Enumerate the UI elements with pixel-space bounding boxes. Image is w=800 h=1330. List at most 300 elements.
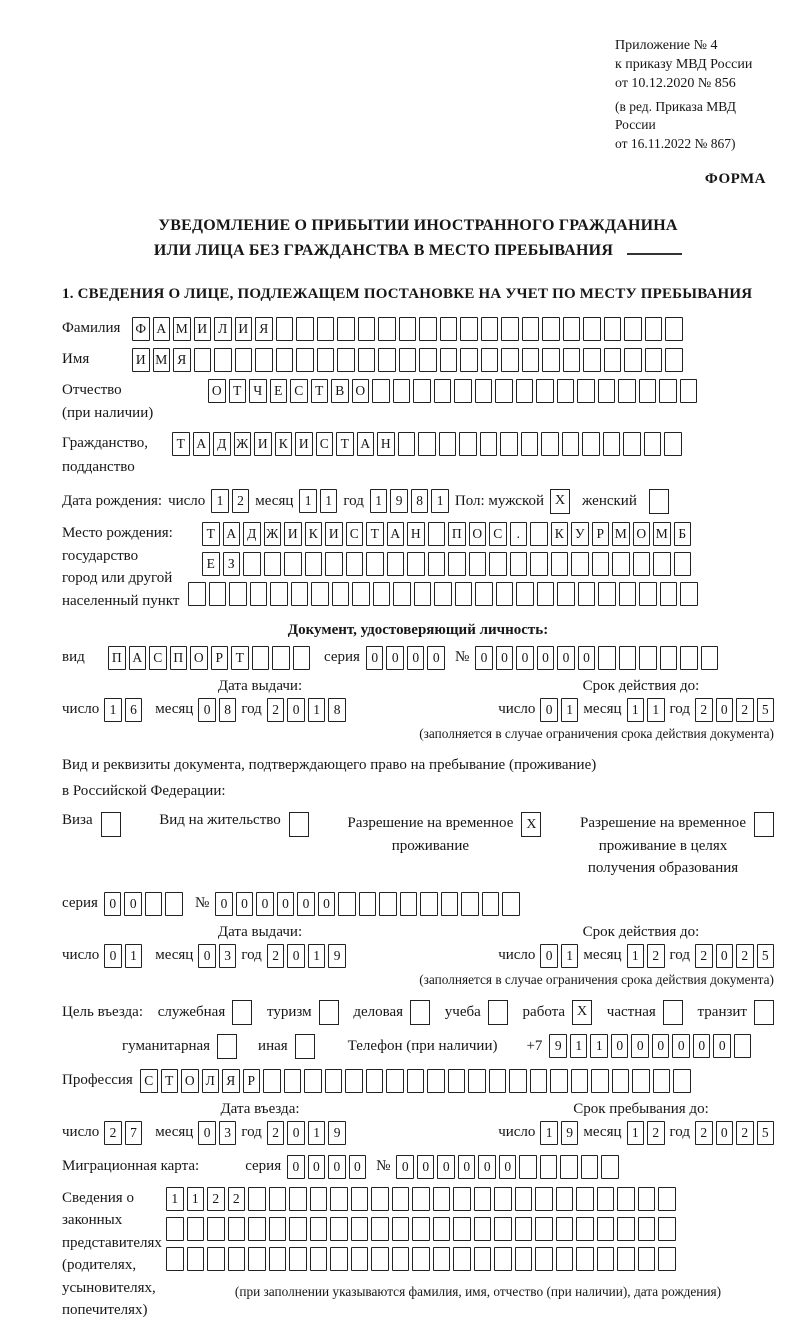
char-cell[interactable] bbox=[576, 1247, 594, 1271]
char-cell[interactable] bbox=[366, 552, 384, 576]
char-cell[interactable]: 7 bbox=[125, 1121, 143, 1145]
char-cell[interactable] bbox=[557, 379, 575, 403]
char-cell[interactable] bbox=[393, 379, 411, 403]
char-cell[interactable] bbox=[399, 317, 417, 341]
char-cell[interactable] bbox=[433, 1247, 451, 1271]
char-cell[interactable] bbox=[414, 582, 432, 606]
char-cell[interactable]: 0 bbox=[631, 1034, 649, 1058]
checkbox-female[interactable] bbox=[649, 489, 669, 514]
char-cell[interactable] bbox=[623, 432, 641, 456]
char-cell[interactable] bbox=[293, 646, 311, 670]
char-cell[interactable]: К bbox=[275, 432, 293, 456]
char-cell[interactable]: 0 bbox=[386, 646, 404, 670]
char-cell[interactable]: С bbox=[140, 1069, 158, 1093]
checkbox-male[interactable]: X bbox=[550, 489, 570, 514]
char-cell[interactable] bbox=[269, 1217, 287, 1241]
char-cell[interactable]: Я bbox=[255, 317, 273, 341]
char-cell[interactable] bbox=[351, 1187, 369, 1211]
char-cell[interactable]: 1 bbox=[308, 944, 326, 968]
char-cell[interactable] bbox=[373, 582, 391, 606]
char-cell[interactable] bbox=[482, 892, 500, 916]
char-cell[interactable]: 6 bbox=[125, 698, 143, 722]
checkbox-study[interactable] bbox=[488, 1000, 508, 1025]
char-cell[interactable] bbox=[495, 379, 513, 403]
char-cell[interactable] bbox=[701, 646, 719, 670]
char-cell[interactable]: 0 bbox=[124, 892, 142, 916]
char-cell[interactable] bbox=[474, 1247, 492, 1271]
char-cell[interactable] bbox=[659, 379, 677, 403]
char-cell[interactable]: И bbox=[325, 522, 343, 546]
char-cell[interactable]: 0 bbox=[672, 1034, 690, 1058]
char-cell[interactable] bbox=[263, 1069, 281, 1093]
char-cell[interactable] bbox=[469, 552, 487, 576]
char-cell[interactable] bbox=[557, 582, 575, 606]
char-cell[interactable] bbox=[296, 317, 314, 341]
char-cell[interactable]: 0 bbox=[407, 646, 425, 670]
char-cell[interactable] bbox=[480, 432, 498, 456]
char-cell[interactable] bbox=[638, 1247, 656, 1271]
char-cell[interactable]: 1 bbox=[540, 1121, 558, 1145]
char-cell[interactable] bbox=[501, 348, 519, 372]
char-cell[interactable] bbox=[229, 582, 247, 606]
char-cell[interactable] bbox=[433, 1217, 451, 1241]
checkbox-transit[interactable] bbox=[754, 1000, 774, 1025]
char-cell[interactable]: 0 bbox=[236, 892, 254, 916]
char-cell[interactable]: 1 bbox=[125, 944, 143, 968]
char-cell[interactable] bbox=[346, 552, 364, 576]
char-cell[interactable]: 0 bbox=[198, 698, 216, 722]
char-cell[interactable]: 0 bbox=[716, 1121, 734, 1145]
char-cell[interactable] bbox=[660, 646, 678, 670]
char-cell[interactable]: Т bbox=[229, 379, 247, 403]
char-cell[interactable] bbox=[468, 1069, 486, 1093]
char-cell[interactable] bbox=[598, 646, 616, 670]
char-cell[interactable] bbox=[371, 1247, 389, 1271]
char-cell[interactable]: Е bbox=[270, 379, 288, 403]
char-cell[interactable]: 2 bbox=[647, 944, 665, 968]
char-cell[interactable] bbox=[337, 317, 355, 341]
char-cell[interactable]: 0 bbox=[198, 1121, 216, 1145]
char-cell[interactable]: У bbox=[571, 522, 589, 546]
char-cell[interactable]: Л bbox=[202, 1069, 220, 1093]
char-cell[interactable] bbox=[289, 1187, 307, 1211]
char-cell[interactable]: 2 bbox=[695, 944, 713, 968]
checkbox-work[interactable]: X bbox=[572, 1000, 592, 1025]
char-cell[interactable]: 3 bbox=[219, 1121, 237, 1145]
char-cell[interactable]: 0 bbox=[427, 646, 445, 670]
char-cell[interactable] bbox=[522, 317, 540, 341]
char-cell[interactable] bbox=[510, 552, 528, 576]
char-cell[interactable] bbox=[310, 1187, 328, 1211]
char-cell[interactable] bbox=[612, 552, 630, 576]
char-cell[interactable]: 5 bbox=[757, 944, 775, 968]
char-cell[interactable]: 1 bbox=[561, 944, 579, 968]
char-cell[interactable] bbox=[235, 348, 253, 372]
char-cell[interactable] bbox=[502, 892, 520, 916]
char-cell[interactable] bbox=[624, 348, 642, 372]
char-cell[interactable] bbox=[400, 892, 418, 916]
char-cell[interactable] bbox=[371, 1187, 389, 1211]
char-cell[interactable] bbox=[311, 582, 329, 606]
char-cell[interactable]: Т bbox=[336, 432, 354, 456]
char-cell[interactable] bbox=[165, 892, 183, 916]
char-cell[interactable] bbox=[289, 1217, 307, 1241]
char-cell[interactable] bbox=[530, 1069, 548, 1093]
char-cell[interactable]: А bbox=[153, 317, 171, 341]
char-cell[interactable] bbox=[509, 1069, 527, 1093]
char-cell[interactable] bbox=[386, 1069, 404, 1093]
char-cell[interactable]: 0 bbox=[693, 1034, 711, 1058]
char-cell[interactable] bbox=[581, 1155, 599, 1179]
char-cell[interactable] bbox=[562, 432, 580, 456]
char-cell[interactable] bbox=[639, 582, 657, 606]
char-cell[interactable] bbox=[378, 348, 396, 372]
char-cell[interactable]: С bbox=[346, 522, 364, 546]
char-cell[interactable]: С bbox=[290, 379, 308, 403]
char-cell[interactable]: 0 bbox=[611, 1034, 629, 1058]
char-cell[interactable] bbox=[535, 1187, 553, 1211]
char-cell[interactable]: 0 bbox=[652, 1034, 670, 1058]
char-cell[interactable] bbox=[530, 522, 548, 546]
char-cell[interactable]: Т bbox=[366, 522, 384, 546]
char-cell[interactable]: 0 bbox=[478, 1155, 496, 1179]
char-cell[interactable]: 0 bbox=[496, 646, 514, 670]
char-cell[interactable] bbox=[305, 552, 323, 576]
char-cell[interactable] bbox=[734, 1034, 752, 1058]
char-cell[interactable]: О bbox=[469, 522, 487, 546]
char-cell[interactable] bbox=[475, 379, 493, 403]
char-cell[interactable] bbox=[378, 317, 396, 341]
char-cell[interactable]: 0 bbox=[366, 646, 384, 670]
char-cell[interactable]: 2 bbox=[736, 1121, 754, 1145]
char-cell[interactable]: А bbox=[129, 646, 147, 670]
char-cell[interactable] bbox=[515, 1217, 533, 1241]
char-cell[interactable]: 0 bbox=[537, 646, 555, 670]
char-cell[interactable] bbox=[166, 1217, 184, 1241]
char-cell[interactable]: 0 bbox=[499, 1155, 517, 1179]
char-cell[interactable] bbox=[556, 1247, 574, 1271]
char-cell[interactable] bbox=[521, 432, 539, 456]
char-cell[interactable]: М bbox=[653, 522, 671, 546]
char-cell[interactable] bbox=[399, 348, 417, 372]
char-cell[interactable] bbox=[345, 1069, 363, 1093]
char-cell[interactable]: А bbox=[223, 522, 241, 546]
char-cell[interactable] bbox=[428, 552, 446, 576]
char-cell[interactable]: 2 bbox=[695, 698, 713, 722]
char-cell[interactable]: Я bbox=[222, 1069, 240, 1093]
char-cell[interactable]: Ж bbox=[234, 432, 252, 456]
char-cell[interactable]: 5 bbox=[757, 1121, 775, 1145]
char-cell[interactable] bbox=[166, 1247, 184, 1271]
char-cell[interactable] bbox=[583, 317, 601, 341]
char-cell[interactable] bbox=[474, 1187, 492, 1211]
char-cell[interactable] bbox=[638, 1217, 656, 1241]
char-cell[interactable]: 0 bbox=[349, 1155, 367, 1179]
char-cell[interactable]: Я bbox=[173, 348, 191, 372]
char-cell[interactable]: 0 bbox=[716, 698, 734, 722]
char-cell[interactable]: 0 bbox=[396, 1155, 414, 1179]
char-cell[interactable] bbox=[455, 582, 473, 606]
char-cell[interactable] bbox=[358, 348, 376, 372]
char-cell[interactable]: 2 bbox=[736, 944, 754, 968]
char-cell[interactable] bbox=[330, 1247, 348, 1271]
char-cell[interactable] bbox=[489, 1069, 507, 1093]
char-cell[interactable] bbox=[639, 379, 657, 403]
char-cell[interactable] bbox=[209, 582, 227, 606]
char-cell[interactable]: И bbox=[284, 522, 302, 546]
char-cell[interactable] bbox=[489, 552, 507, 576]
char-cell[interactable]: А bbox=[193, 432, 211, 456]
char-cell[interactable]: 0 bbox=[104, 944, 122, 968]
char-cell[interactable] bbox=[598, 379, 616, 403]
char-cell[interactable] bbox=[519, 1155, 537, 1179]
char-cell[interactable] bbox=[516, 582, 534, 606]
char-cell[interactable] bbox=[434, 379, 452, 403]
char-cell[interactable]: 2 bbox=[695, 1121, 713, 1145]
char-cell[interactable] bbox=[496, 582, 514, 606]
char-cell[interactable] bbox=[542, 348, 560, 372]
char-cell[interactable] bbox=[576, 1217, 594, 1241]
char-cell[interactable] bbox=[338, 892, 356, 916]
checkbox-business[interactable] bbox=[410, 1000, 430, 1025]
char-cell[interactable] bbox=[413, 379, 431, 403]
char-cell[interactable] bbox=[645, 348, 663, 372]
char-cell[interactable] bbox=[398, 432, 416, 456]
char-cell[interactable]: 2 bbox=[267, 698, 285, 722]
char-cell[interactable]: М bbox=[173, 317, 191, 341]
char-cell[interactable]: С bbox=[316, 432, 334, 456]
char-cell[interactable] bbox=[494, 1247, 512, 1271]
char-cell[interactable] bbox=[387, 552, 405, 576]
char-cell[interactable]: 9 bbox=[328, 1121, 346, 1145]
char-cell[interactable]: 1 bbox=[308, 1121, 326, 1145]
char-cell[interactable]: 9 bbox=[390, 489, 408, 513]
char-cell[interactable] bbox=[228, 1247, 246, 1271]
char-cell[interactable] bbox=[330, 1217, 348, 1241]
char-cell[interactable] bbox=[530, 552, 548, 576]
char-cell[interactable]: 1 bbox=[627, 1121, 645, 1145]
char-cell[interactable] bbox=[214, 348, 232, 372]
char-cell[interactable] bbox=[551, 552, 569, 576]
char-cell[interactable]: 1 bbox=[627, 698, 645, 722]
char-cell[interactable] bbox=[563, 348, 581, 372]
checkbox-other[interactable] bbox=[295, 1034, 315, 1059]
char-cell[interactable] bbox=[252, 646, 270, 670]
char-cell[interactable] bbox=[145, 892, 163, 916]
char-cell[interactable] bbox=[665, 348, 683, 372]
char-cell[interactable]: О bbox=[190, 646, 208, 670]
char-cell[interactable] bbox=[434, 582, 452, 606]
checkbox-official[interactable] bbox=[232, 1000, 252, 1025]
char-cell[interactable]: М bbox=[153, 348, 171, 372]
char-cell[interactable] bbox=[243, 552, 261, 576]
char-cell[interactable] bbox=[248, 1217, 266, 1241]
char-cell[interactable] bbox=[428, 522, 446, 546]
char-cell[interactable] bbox=[372, 379, 390, 403]
char-cell[interactable] bbox=[632, 1069, 650, 1093]
char-cell[interactable]: 0 bbox=[540, 944, 558, 968]
char-cell[interactable]: 0 bbox=[475, 646, 493, 670]
char-cell[interactable]: 3 bbox=[219, 944, 237, 968]
char-cell[interactable]: 0 bbox=[318, 892, 336, 916]
char-cell[interactable] bbox=[603, 432, 621, 456]
char-cell[interactable] bbox=[591, 1069, 609, 1093]
char-cell[interactable] bbox=[269, 1187, 287, 1211]
char-cell[interactable] bbox=[269, 1247, 287, 1271]
char-cell[interactable] bbox=[358, 317, 376, 341]
char-cell[interactable] bbox=[310, 1217, 328, 1241]
char-cell[interactable] bbox=[194, 348, 212, 372]
char-cell[interactable] bbox=[658, 1217, 676, 1241]
char-cell[interactable] bbox=[393, 582, 411, 606]
char-cell[interactable] bbox=[542, 317, 560, 341]
char-cell[interactable]: Ч bbox=[249, 379, 267, 403]
char-cell[interactable]: 0 bbox=[287, 698, 305, 722]
char-cell[interactable] bbox=[459, 432, 477, 456]
char-cell[interactable] bbox=[617, 1247, 635, 1271]
char-cell[interactable] bbox=[187, 1217, 205, 1241]
char-cell[interactable]: Т bbox=[202, 522, 220, 546]
char-cell[interactable]: 0 bbox=[104, 892, 122, 916]
char-cell[interactable] bbox=[665, 317, 683, 341]
char-cell[interactable] bbox=[407, 552, 425, 576]
char-cell[interactable]: 8 bbox=[219, 698, 237, 722]
char-cell[interactable]: 0 bbox=[458, 1155, 476, 1179]
char-cell[interactable] bbox=[392, 1247, 410, 1271]
char-cell[interactable]: 9 bbox=[328, 944, 346, 968]
char-cell[interactable] bbox=[433, 1187, 451, 1211]
char-cell[interactable] bbox=[680, 646, 698, 670]
char-cell[interactable]: 1 bbox=[370, 489, 388, 513]
char-cell[interactable]: 2 bbox=[228, 1187, 246, 1211]
char-cell[interactable]: О bbox=[181, 1069, 199, 1093]
char-cell[interactable] bbox=[250, 582, 268, 606]
char-cell[interactable] bbox=[563, 317, 581, 341]
char-cell[interactable]: 0 bbox=[716, 944, 734, 968]
char-cell[interactable] bbox=[604, 317, 622, 341]
char-cell[interactable] bbox=[658, 1187, 676, 1211]
char-cell[interactable]: К bbox=[305, 522, 323, 546]
char-cell[interactable] bbox=[207, 1217, 225, 1241]
char-cell[interactable]: 0 bbox=[287, 1121, 305, 1145]
char-cell[interactable] bbox=[515, 1187, 533, 1211]
char-cell[interactable] bbox=[188, 582, 206, 606]
char-cell[interactable] bbox=[276, 317, 294, 341]
char-cell[interactable] bbox=[454, 379, 472, 403]
char-cell[interactable] bbox=[284, 552, 302, 576]
char-cell[interactable] bbox=[359, 892, 377, 916]
char-cell[interactable] bbox=[418, 432, 436, 456]
char-cell[interactable]: Т bbox=[231, 646, 249, 670]
char-cell[interactable] bbox=[420, 892, 438, 916]
char-cell[interactable] bbox=[571, 552, 589, 576]
char-cell[interactable] bbox=[619, 646, 637, 670]
char-cell[interactable]: Б bbox=[674, 522, 692, 546]
char-cell[interactable]: 0 bbox=[297, 892, 315, 916]
char-cell[interactable] bbox=[638, 1187, 656, 1211]
char-cell[interactable] bbox=[540, 1155, 558, 1179]
char-cell[interactable] bbox=[291, 582, 309, 606]
char-cell[interactable] bbox=[475, 582, 493, 606]
char-cell[interactable] bbox=[392, 1187, 410, 1211]
char-cell[interactable]: 1 bbox=[320, 489, 338, 513]
char-cell[interactable] bbox=[556, 1187, 574, 1211]
char-cell[interactable]: М bbox=[612, 522, 630, 546]
char-cell[interactable] bbox=[427, 1069, 445, 1093]
char-cell[interactable]: П bbox=[448, 522, 466, 546]
char-cell[interactable] bbox=[541, 432, 559, 456]
char-cell[interactable] bbox=[577, 379, 595, 403]
char-cell[interactable]: 0 bbox=[328, 1155, 346, 1179]
char-cell[interactable] bbox=[612, 1069, 630, 1093]
char-cell[interactable] bbox=[351, 1217, 369, 1241]
char-cell[interactable]: О bbox=[208, 379, 226, 403]
char-cell[interactable] bbox=[658, 1247, 676, 1271]
char-cell[interactable] bbox=[330, 1187, 348, 1211]
char-cell[interactable] bbox=[441, 892, 459, 916]
char-cell[interactable] bbox=[264, 552, 282, 576]
char-cell[interactable]: 5 bbox=[757, 698, 775, 722]
char-cell[interactable]: Д bbox=[243, 522, 261, 546]
char-cell[interactable] bbox=[325, 1069, 343, 1093]
char-cell[interactable]: А bbox=[357, 432, 375, 456]
char-cell[interactable] bbox=[597, 1187, 615, 1211]
char-cell[interactable] bbox=[597, 1217, 615, 1241]
char-cell[interactable] bbox=[453, 1217, 471, 1241]
char-cell[interactable] bbox=[597, 1247, 615, 1271]
char-cell[interactable] bbox=[481, 348, 499, 372]
char-cell[interactable]: О bbox=[352, 379, 370, 403]
char-cell[interactable] bbox=[407, 1069, 425, 1093]
char-cell[interactable]: 2 bbox=[647, 1121, 665, 1145]
char-cell[interactable]: 9 bbox=[549, 1034, 567, 1058]
char-cell[interactable] bbox=[494, 1187, 512, 1211]
checkbox-visa[interactable] bbox=[101, 812, 121, 837]
char-cell[interactable] bbox=[601, 1155, 619, 1179]
char-cell[interactable]: 1 bbox=[187, 1187, 205, 1211]
char-cell[interactable] bbox=[460, 348, 478, 372]
char-cell[interactable] bbox=[501, 317, 519, 341]
char-cell[interactable] bbox=[448, 552, 466, 576]
checkbox-private[interactable] bbox=[663, 1000, 683, 1025]
char-cell[interactable]: 1 bbox=[627, 944, 645, 968]
char-cell[interactable] bbox=[419, 348, 437, 372]
char-cell[interactable]: О bbox=[633, 522, 651, 546]
checkbox-tourism[interactable] bbox=[319, 1000, 339, 1025]
char-cell[interactable]: 8 bbox=[328, 698, 346, 722]
char-cell[interactable] bbox=[633, 552, 651, 576]
char-cell[interactable] bbox=[284, 1069, 302, 1093]
char-cell[interactable]: 0 bbox=[287, 1155, 305, 1179]
char-cell[interactable]: 0 bbox=[277, 892, 295, 916]
char-cell[interactable] bbox=[248, 1247, 266, 1271]
char-cell[interactable]: 0 bbox=[215, 892, 233, 916]
char-cell[interactable]: П bbox=[108, 646, 126, 670]
char-cell[interactable]: 1 bbox=[561, 698, 579, 722]
char-cell[interactable]: 2 bbox=[267, 944, 285, 968]
char-cell[interactable]: 0 bbox=[417, 1155, 435, 1179]
char-cell[interactable] bbox=[325, 552, 343, 576]
char-cell[interactable]: 1 bbox=[308, 698, 326, 722]
char-cell[interactable]: 1 bbox=[299, 489, 317, 513]
char-cell[interactable] bbox=[522, 348, 540, 372]
char-cell[interactable] bbox=[412, 1217, 430, 1241]
char-cell[interactable]: И bbox=[235, 317, 253, 341]
char-cell[interactable] bbox=[255, 348, 273, 372]
char-cell[interactable] bbox=[536, 379, 554, 403]
char-cell[interactable]: 0 bbox=[540, 698, 558, 722]
checkbox-residence-permit[interactable] bbox=[289, 812, 309, 837]
